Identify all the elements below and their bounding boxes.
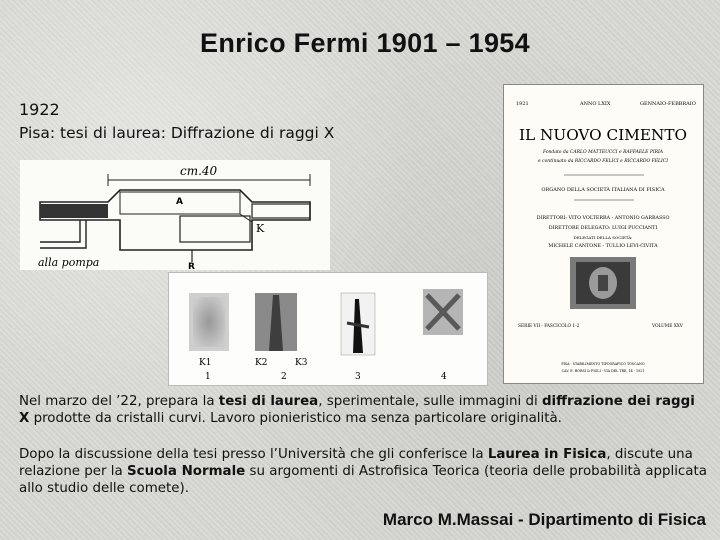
footer-author: Marco M.Massai - Dipartimento di Fisica [382,510,706,529]
para2-bold-laurea: Laurea in Fisica [487,447,607,462]
crystal-label-2: K2 [255,358,268,368]
journal-header-left: 1921 [516,101,529,107]
crystal-number-3: 3 [355,372,361,382]
label-a: A [176,197,183,207]
journal-series: SERIE VII - FASCICOLO 1-2 [518,324,580,329]
journal-imprint-2: CAV. E. BORSI & FIGLI - VIA DEL TRE, 14 - 1921 [561,369,645,373]
journal-delegates: DELEGATI DELLA SOCIETÀ: [573,235,633,240]
para2-text-1: Dopo la discussione della tesi presso l’Università che gli conferisce la [19,447,488,462]
para2-text-3: su argomenti di Astrofisica Teorica (teoria delle probabilità applicata allo studio delle comete). [19,464,707,496]
para1-text-2: , sperimentale, sulle immagini di [318,394,542,409]
para1-bold-diffrazione: diffrazione dei raggi X [19,394,695,426]
journal-header-right: GENNAIO-FEBBRAIO [640,101,696,107]
journal-organ: ORGANO DELLA SOCIETÀ ITALIANA DI FISICA [541,187,665,193]
journal-name: IL NUOVO CIMENTO [519,126,687,144]
paragraph-thesis [19,393,709,427]
para1-text-1: Nel marzo del ’22, prepara la [19,394,219,409]
crystal-number-1: 1 [205,372,211,382]
para1-bold-tesi: tesi di laurea [218,394,319,409]
slide-title: Enrico Fermi 1901 – 1954 [200,28,530,58]
journal-imprint-1: PISA - STABILIMENTO TIPOGRAFICO TOSCANO [561,362,645,366]
para2-text-2: , discute una relazione per la [19,447,693,479]
crystal-label-1: K1 [199,358,212,368]
label-r: R [188,262,195,270]
journal-deputy: DIRETTORE DELEGATO: LUIGI PUCCIANTI [548,226,658,231]
apparatus-diagram [20,160,330,270]
journal-emblem [570,257,636,309]
diffraction-images [168,272,488,386]
journal-directors: DIRETTORI: VITO VOLTERRA - ANTONIO GARBASSO [536,216,670,221]
journal-volume: VOLUME XXV [652,324,683,329]
journal-cover [503,84,704,384]
journal-founders: Fondato da CARLO MATTEUCCI e RAFFAELE PIRIA [542,150,664,155]
crystal-label-3: K3 [295,358,308,368]
year-heading: 1922 [19,100,60,119]
label-k: K [256,222,265,235]
dimension-label: cm.40 [180,164,218,178]
para2-bold-normale: Scuola Normale [126,464,246,479]
para1-text-3: prodotte da cristalli curvi. Lavoro pionieristico ma senza particolare originalità. [29,411,562,426]
journal-delegate-names: MICHELE CANTONE - TULLIO LEVI-CIVITA [548,244,658,249]
apparatus-drawing [20,160,330,270]
diffraction-panels [169,273,487,385]
pump-label: alla pompa [38,256,100,269]
journal-header-center: ANNO LXIX [580,101,611,107]
subtitle: Pisa: tesi di laurea: Diffrazione di raggi X [19,124,335,142]
crystal-number-2: 2 [281,372,287,382]
paragraph-laurea [19,446,709,497]
journal-continued: e continuato da RICCARDO FELICI e RICCARDO FELICI [537,159,669,164]
journal-cover-drawing [504,85,703,383]
crystal-number-4: 4 [441,372,447,382]
